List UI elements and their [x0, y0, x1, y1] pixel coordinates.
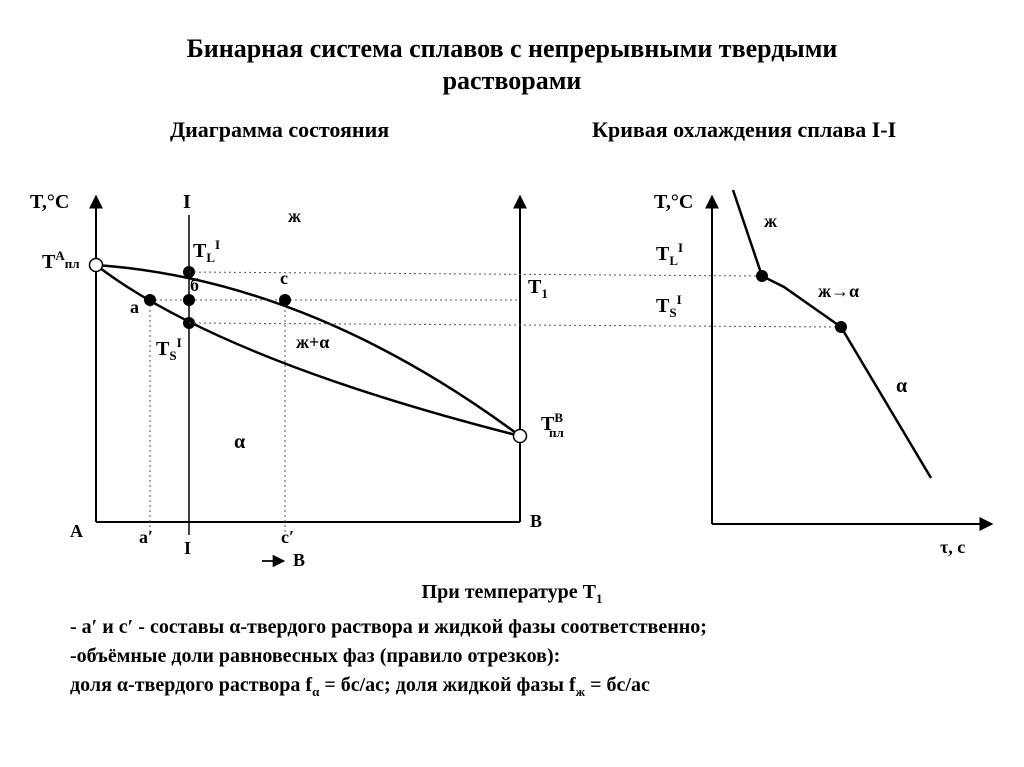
cooling-y-axis-label: T,°C [654, 191, 694, 213]
notes-heading: При температуре $T_1$ [421, 581, 603, 606]
composition-arrow-label: B [293, 550, 306, 570]
component-b-label: B [530, 511, 543, 531]
t-melt-b-label: $T^B$ пл [541, 410, 564, 440]
tl-label: $T_L^I$ [193, 237, 221, 265]
cooling-curve-line [733, 190, 931, 478]
cooling-transition-label: ж→α [818, 281, 860, 301]
notes-line-2: -объёмные доли равновесных фаз (правило отрезков): [70, 645, 561, 667]
cooling-ts-guide [189, 323, 841, 327]
two-phase-region-label: ж+α [296, 332, 330, 352]
ts-label: $T_S^I$ [156, 335, 182, 363]
alloy-label-top: I [183, 191, 191, 213]
melting-point-a [90, 259, 103, 272]
alloy-label-bottom: I [184, 538, 192, 558]
tick-c-label: c′ [281, 527, 295, 547]
cooling-ts-point [835, 321, 847, 333]
t1-label: $T_1$ [528, 276, 548, 301]
cooling-curve-subtitle: Кривая охлаждения сплава I-I [592, 117, 897, 142]
t-melt-a-label: $T^A_{пл}$ [42, 248, 80, 273]
solid-region-label: α [234, 431, 246, 453]
point-b-label: б [190, 275, 199, 295]
cooling-liquid-label: ж [764, 211, 778, 231]
notes-line-3: доля α-твердого раствора $f_\alpha = бс/ас$; доля жидкой фазы $f_ж = бс/ас$ [70, 674, 650, 699]
cooling-tl-guide [189, 272, 762, 276]
point-b-dot [183, 294, 195, 306]
page-title-line-1: Бинарная система сплавов с непрерывными твердыми [186, 34, 838, 63]
component-a-label: A [70, 521, 83, 541]
phase-diagram [30, 191, 564, 570]
cooling-tl-label: $T_L^I$ [656, 240, 684, 268]
liquid-region-label: ж [288, 206, 302, 226]
phase-y-axis-label: T,°C [30, 191, 70, 213]
notes-line-1: - a′ и c′ - составы α-твердого раствора и жидкой фазы соответственно; [70, 616, 707, 638]
point-c-label: c [280, 268, 288, 288]
cooling-ts-label: $T_S^I$ [656, 292, 682, 320]
cooling-x-axis-label: τ, c [940, 537, 966, 557]
point-c-dot [279, 294, 291, 306]
page-title-line-2: растворами [442, 66, 582, 95]
tick-a-label: a′ [139, 527, 154, 547]
cooling-tl-point [756, 270, 768, 282]
explanation-notes [70, 578, 970, 706]
point-a-dot [144, 294, 156, 306]
melting-point-b [514, 430, 527, 443]
phase-diagram-subtitle: Диаграмма состояния [170, 117, 390, 142]
point-a-label: a [130, 297, 139, 317]
cooling-solid-label: α [896, 375, 908, 397]
